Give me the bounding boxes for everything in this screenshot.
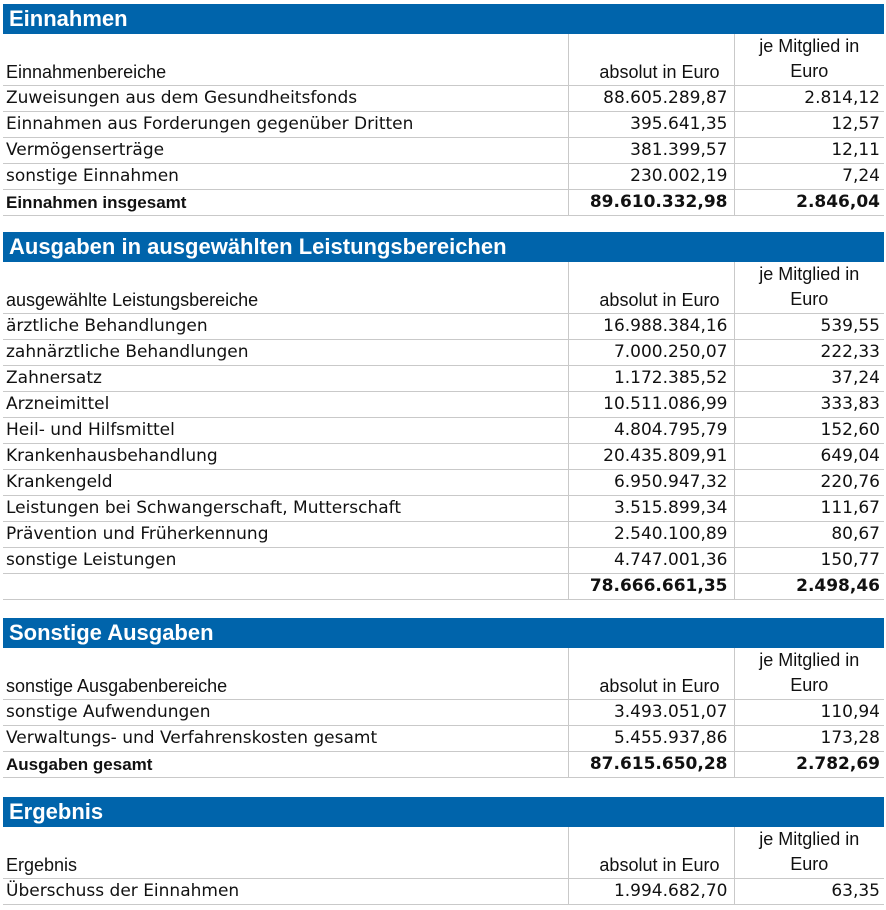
row-label (3, 574, 568, 600)
column-header-absolute: absolut in Euro (568, 648, 734, 700)
per-member-value: 2.782,69 (734, 752, 884, 778)
column-header-row (3, 648, 884, 700)
per-member-value: 2.846,04 (734, 190, 884, 216)
row-label: Ausgaben gesamt (3, 752, 568, 778)
absolute-value: 4.804.795,79 (568, 418, 734, 444)
table-row (3, 86, 884, 112)
data-table (3, 34, 884, 216)
row-label: sonstige Einnahmen (3, 164, 568, 190)
row-label: Zahnersatz (3, 366, 568, 392)
row-label: Krankenhausbehandlung (3, 444, 568, 470)
table-row (3, 138, 884, 164)
per-member-value: 63,35 (734, 879, 884, 905)
per-member-value: 2.498,46 (734, 574, 884, 600)
data-table (3, 262, 884, 600)
per-member-value: 649,04 (734, 444, 884, 470)
absolute-value: 5.455.937,86 (568, 726, 734, 752)
section-title: Ausgaben in ausgewählten Leistungsbereichen (3, 232, 884, 262)
data-table (3, 827, 884, 905)
absolute-value: 230.002,19 (568, 164, 734, 190)
absolute-value: 3.515.899,34 (568, 496, 734, 522)
absolute-value: 20.435.809,91 (568, 444, 734, 470)
absolute-value: 88.605.289,87 (568, 86, 734, 112)
column-header-category: Ergebnis (6, 855, 78, 875)
per-member-value: 173,28 (734, 726, 884, 752)
per-member-value: 150,77 (734, 548, 884, 574)
absolute-value: 4.747.001,36 (568, 548, 734, 574)
per-member-value: 111,67 (734, 496, 884, 522)
table-row (3, 726, 884, 752)
row-label: Einnahmen insgesamt (3, 190, 568, 216)
row-label: Einnahmen aus Forderungen gegenüber Dritten (3, 112, 568, 138)
section-title: Sonstige Ausgaben (3, 618, 884, 648)
absolute-value: 2.540.100,89 (568, 522, 734, 548)
per-member-value: 110,94 (734, 700, 884, 726)
per-member-value: 333,83 (734, 392, 884, 418)
table-row (3, 496, 884, 522)
row-label: Leistungen bei Schwangerschaft, Mutterschaft (3, 496, 568, 522)
row-label: ärztliche Behandlungen (3, 314, 568, 340)
table-row (3, 340, 884, 366)
column-header-row (3, 262, 884, 314)
total-row (3, 190, 884, 216)
absolute-value: 78.666.661,35 (568, 574, 734, 600)
table-row (3, 879, 884, 905)
absolute-value: 87.615.650,28 (568, 752, 734, 778)
absolute-value: 1.994.682,70 (568, 879, 734, 905)
table-row (3, 392, 884, 418)
data-table (3, 648, 884, 778)
column-header-absolute: absolut in Euro (568, 34, 734, 86)
absolute-value: 381.399,57 (568, 138, 734, 164)
row-label: Heil- und Hilfsmittel (3, 418, 568, 444)
row-label: sonstige Leistungen (3, 548, 568, 574)
table-row (3, 522, 884, 548)
section-title: Ergebnis (3, 797, 884, 827)
absolute-value: 395.641,35 (568, 112, 734, 138)
column-header-per-member: je Mitglied in Euro (734, 262, 884, 314)
ergebnis-section (3, 797, 884, 905)
total-row (3, 752, 884, 778)
row-label: Zuweisungen aus dem Gesundheitsfonds (3, 86, 568, 112)
table-row (3, 366, 884, 392)
row-label: Krankengeld (3, 470, 568, 496)
table-row (3, 314, 884, 340)
absolute-value: 3.493.051,07 (568, 700, 734, 726)
section-title: Einnahmen (3, 4, 884, 34)
table-row (3, 700, 884, 726)
column-header-category: ausgewählte Leistungsbereiche (6, 290, 259, 310)
table-row (3, 418, 884, 444)
column-header-absolute: absolut in Euro (568, 262, 734, 314)
einnahmen-section (3, 4, 884, 216)
column-header-per-member: je Mitglied in Euro (734, 648, 884, 700)
ausgaben-leistungsbereiche-section (3, 232, 884, 600)
absolute-value: 89.610.332,98 (568, 190, 734, 216)
column-header-absolute: absolut in Euro (568, 827, 734, 879)
column-header-per-member: je Mitglied in Euro (734, 827, 884, 879)
row-label: Überschuss der Einnahmen (3, 879, 568, 905)
column-header-row (3, 34, 884, 86)
row-label: Arzneimittel (3, 392, 568, 418)
per-member-value: 7,24 (734, 164, 884, 190)
row-label: sonstige Aufwendungen (3, 700, 568, 726)
row-label: Verwaltungs- und Verfahrenskosten gesamt (3, 726, 568, 752)
row-label: Vermögenserträge (3, 138, 568, 164)
total-row (3, 574, 884, 600)
row-label: Prävention und Früherkennung (3, 522, 568, 548)
per-member-value: 37,24 (734, 366, 884, 392)
table-row (3, 548, 884, 574)
absolute-value: 1.172.385,52 (568, 366, 734, 392)
column-header-per-member: je Mitglied in Euro (734, 34, 884, 86)
absolute-value: 7.000.250,07 (568, 340, 734, 366)
table-row (3, 444, 884, 470)
per-member-value: 12,57 (734, 112, 884, 138)
row-label: zahnärztliche Behandlungen (3, 340, 568, 366)
column-header-category: sonstige Ausgabenbereiche (6, 676, 228, 696)
absolute-value: 16.988.384,16 (568, 314, 734, 340)
table-row (3, 112, 884, 138)
sonstige-ausgaben-section (3, 618, 884, 778)
per-member-value: 220,76 (734, 470, 884, 496)
table-row (3, 164, 884, 190)
per-member-value: 12,11 (734, 138, 884, 164)
per-member-value: 2.814,12 (734, 86, 884, 112)
table-row (3, 470, 884, 496)
absolute-value: 6.950.947,32 (568, 470, 734, 496)
absolute-value: 10.511.086,99 (568, 392, 734, 418)
per-member-value: 539,55 (734, 314, 884, 340)
per-member-value: 152,60 (734, 418, 884, 444)
per-member-value: 222,33 (734, 340, 884, 366)
column-header-category: Einnahmenbereiche (6, 62, 167, 82)
per-member-value: 80,67 (734, 522, 884, 548)
column-header-row (3, 827, 884, 879)
